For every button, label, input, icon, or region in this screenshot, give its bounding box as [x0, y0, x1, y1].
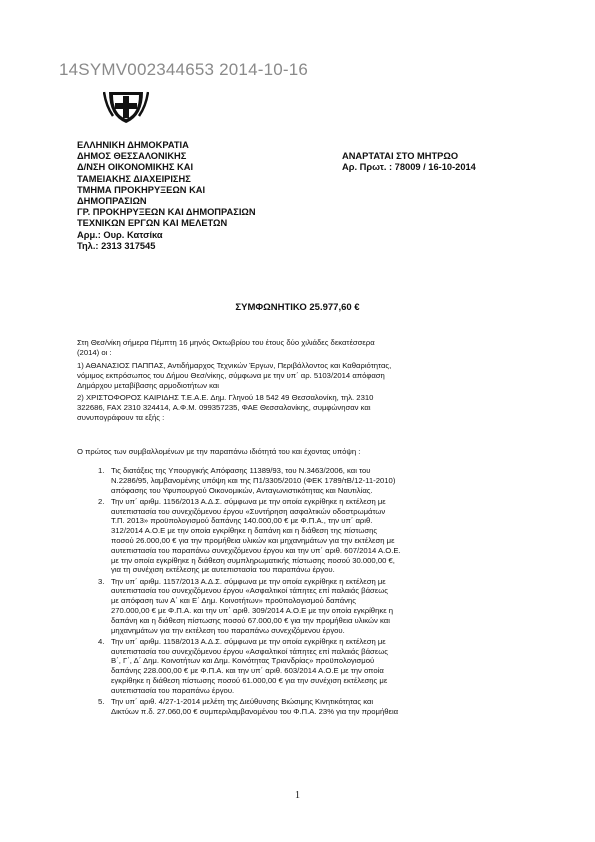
text-line: εγκρίθηκε η διάθεση πίστωσης ποσού 61.000,00 € για την συνέχιση εκτέλεσης με — [111, 675, 388, 685]
text-line: μηχανημάτων για την εκτέλεση του παραπάνω συνεχιζόμενου έργου. — [111, 625, 345, 635]
party-two-paragraph — [77, 393, 515, 422]
issuer-line: ΔΗΜΟΣ ΘΕΣΣΑΛΟΝΙΚΗΣ — [77, 151, 187, 162]
text-line: (2014) οι : — [77, 347, 112, 357]
text-line: με απόφαση των Α΄ και Ε΄ Δημ. Κοινοτήτων» προϋπολογισμού δαπάνης — [111, 596, 356, 606]
list-number: 2. — [98, 496, 105, 506]
text-line: απόφασης του Υφυπουργού Οικονομικών, Ανταγωνιστικότητας και Ναυτιλίας. — [111, 485, 373, 495]
list-item — [98, 576, 517, 636]
text-line: Τις διατάξεις της Υπουργικής Απόφασης 11389/93, του Ν.3463/2006, και του — [111, 466, 371, 475]
protocol-number: Αρ. Πρωτ. : 78009 / 16-10-2014 — [342, 162, 476, 173]
text-line: Β΄, Γ΄, Δ΄ Δημ. Κοινοτήτων και Δημ. Κοινότητας Τριανδρίας» προϋπολογισμού — [111, 656, 375, 666]
text-line: νόμιμος εκπρόσωπος του Δήμου Θεσ/νίκης, σύμφωνα με την υπ΄ αρ. 5103/2014 απόφαση — [77, 370, 385, 380]
greek-emblem-icon — [103, 86, 149, 126]
issuer-line: ΤΑΜΕΙΑΚΗΣ ΔΙΑΧΕΙΡΙΣΗΣ — [77, 173, 191, 184]
list-number: 5. — [98, 696, 105, 706]
text-line: Στη Θεσ/νίκη σήμερα Πέμπτη 16 μηνός Οκτωβρίου του έτους δύο χιλιάδες δεκατέσσερα — [77, 338, 375, 347]
text-line: αυτεπιστασία του συνεχιζόμενου έργου «Ασφαλτικοί τάπητες επί παλαιάς βάσεως — [111, 586, 388, 596]
list-item — [98, 636, 517, 696]
text-line: αυτεπιστασία του συνεχιζόμενου έργου «Ασφαλτικοί τάπητες επί παλαιάς βάσεως — [111, 646, 388, 656]
issuer-line: ΤΕΧΝΙΚΩΝ ΕΡΓΩΝ ΚΑΙ ΜΕΛΕΤΩΝ — [77, 218, 228, 229]
list-number: 1. — [98, 466, 105, 475]
issuer-line: ΕΛΛΗΝΙΚΗ ΔΗΜΟΚΡΑΤΙΑ — [77, 140, 189, 150]
issuer-line: ΓΡ. ΠΡΟΚΗΡΥΞΕΩΝ ΚΑΙ ΔΗΜΟΠΡΑΣΙΩΝ — [77, 207, 256, 218]
list-item — [98, 466, 517, 495]
document-title: ΣΥΜΦΩΝΗΤΙΚΟ 25.977,60 € — [235, 302, 360, 313]
text-line: για τη συνέχιση εκτέλεσης με αυτεπιστασία του παραπάνω έργου. — [111, 565, 335, 575]
list-number: 4. — [98, 636, 105, 646]
issuer-line: ΤΜΗΜΑ ΠΡΟΚΗΡΥΞΕΩΝ ΚΑΙ — [77, 184, 206, 195]
text-line: δαπάνης 228.000,00 € με Φ.Π.Α. και την υπ΄ αριθ. 603/2014 Α.Ο.Ε με την οποία — [111, 666, 384, 676]
text-line: 2) ΧΡΙΣΤΟΦΟΡΟΣ ΚΑΙΡΙΔΗΣ Τ.Ε.Α.Ε. Δημ. Γληνού 18 542 49 Θεσσαλονίκη, τηλ. 2310 — [77, 393, 374, 402]
text-line: αυτεπιστασία του παραπάνω συνεχιζόμενου έργου και την υπ΄ αριθ. 607/2014 Α.Ο.Ε. — [111, 545, 401, 555]
text-line: συνυπογράφουν τα εξής : — [77, 412, 165, 422]
registry-notice: ΑΝΑΡΤΑΤΑΙ ΣΤΟ ΜΗΤΡΩΟ — [342, 151, 459, 161]
text-line: 270.000,00 € με Φ.Π.Α. και την υπ΄ αριθ. 309/2014 Α.Ο.Ε με την οποία εγκρίθηκε η — [111, 605, 394, 615]
registry-block — [342, 151, 476, 173]
text-line: Δημάρχου μεταβίβασης αρμοδιοτήτων και — [77, 380, 219, 390]
text-line: Δικτύων π.δ. 27.060,00 € συμπεριλαμβανομένου του Φ.Π.Α. 23% για την προμήθεια — [111, 706, 399, 716]
issuer-block — [77, 140, 256, 252]
considerations-lead: Ο πρώτος των συμβαλλομένων με την παραπάνω ιδιότητά του και έχοντας υπόψη : — [77, 447, 361, 456]
text-line: 322686, FAX 2310 324414, Α.Φ.Μ. 099357235, ΦΑΕ Θεσσαλονίκης, συμφώνησαν και — [77, 402, 371, 412]
issuer-line: ΔΗΜΟΠΡΑΣΙΩΝ — [77, 196, 147, 207]
page-number: 1 — [295, 790, 300, 801]
text-line: ποσού 26.000,00 € για την προμήθεια υλικών και μηχανημάτων για την εκτέλεση με — [111, 535, 395, 545]
document-id-watermark: 14SYMV002344653 2014-10-16 — [59, 60, 309, 79]
text-line: Την υπ΄ αριθ. 4/27-1-2014 μελέτη της Διεύθυνσης Βιώσιμης Κινητικότητας και — [111, 696, 374, 706]
text-line: 312/2014 Α.Ο.Ε με την οποία εγκρίθηκε η δαπάνη και η διάθεση της πίστωσης — [111, 526, 378, 536]
contact-person: Αρμ.: Ουρ. Κατσίκα — [77, 229, 163, 240]
intro-paragraph — [77, 338, 515, 358]
party-one-paragraph — [77, 361, 515, 390]
contact-phone: Τηλ.: 2313 317545 — [77, 240, 156, 251]
list-item — [98, 696, 517, 717]
text-line: Την υπ΄ αριθμ. 1157/2013 Α.Δ.Σ. σύμφωνα με την οποία εγκρίθηκε η εκτέλεση με — [111, 576, 386, 586]
issuer-line: Δ/ΝΣΗ ΟΙΚΟΝΟΜΙΚΗΣ ΚΑΙ — [77, 162, 194, 173]
text-line: Την υπ΄ αριθμ. 1158/2013 Α.Δ.Σ. σύμφωνα με την οποία εγκρίθηκε η εκτέλεση με — [111, 636, 386, 646]
list-item — [98, 496, 517, 575]
text-line: αυτεπιστασία του παραπάνω έργου. — [111, 685, 235, 695]
text-line: Τ.Π. 2013» προϋπολογισμού δαπάνης 140.000,00 € με Φ.Π.Α., την υπ΄ αριθ. — [111, 516, 373, 526]
text-line: αυτεπιστασία του συνεχιζόμενου έργου «Συντήρηση ασφαλτικών οδοστρωμάτων — [111, 506, 386, 516]
text-line: 1) ΑΘΑΝΑΣΙΟΣ ΠΑΠΠΑΣ, Αντιδήμαρχος Τεχνικών Έργων, Περιβάλλοντος και Καθαριότητας, — [77, 361, 392, 370]
text-line: δαπάνη και η διάθεση πίστωσης ποσού 67.000,00 € για την προμήθεια υλικών και — [111, 615, 390, 625]
text-line: Την υπ΄ αριθμ. 1156/2013 Α.Δ.Σ. σύμφωνα με την οποία εγκρίθηκε η εκτέλεση με — [111, 496, 386, 506]
list-number: 3. — [98, 576, 105, 586]
text-line: Ν.2286/95, λαμβανομένης υπόψη και της Π1/3305/2010 (ΦΕΚ 1789/τΒ/12-11-2010) — [111, 475, 396, 485]
text-line: με την οποία εγκρίθηκε η διάθεση συμπληρωματικής πίστωσης ποσού 30.000,00 €, — [111, 555, 395, 565]
considerations-list — [98, 466, 517, 718]
